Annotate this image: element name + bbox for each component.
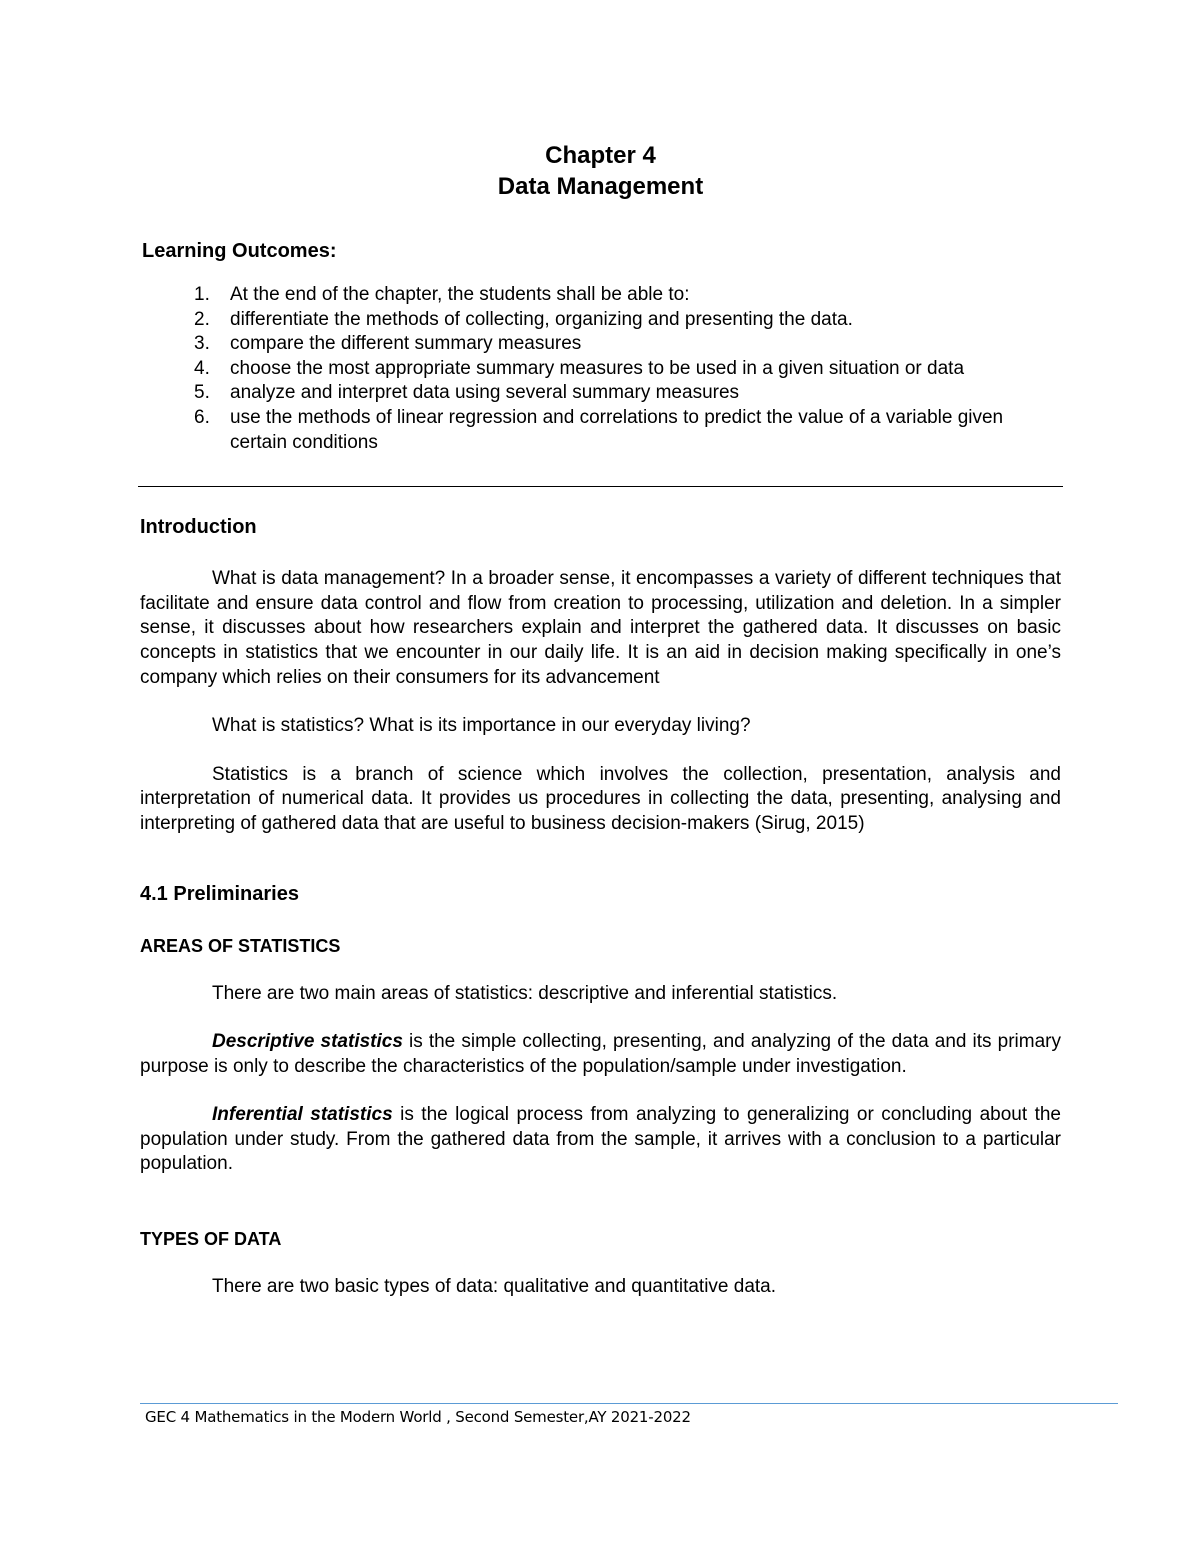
list-text: differentiate the methods of collecting, organizing and presenting the data. [230,308,853,330]
types-intro-paragraph: There are two basic types of data: qualitative and quantitative data. [212,1276,777,1298]
chapter-title: Data Management [497,173,704,200]
page-footer: GEC 4 Mathematics in the Modern World , Second Semester,AY 2021-2022 [145,1408,691,1426]
section-divider [138,486,1063,487]
inferential-statistics-term: Inferential statistics [212,1104,393,1126]
list-number: 5. [194,382,210,404]
inferential-statistics-paragraph [140,1103,1061,1177]
descriptive-statistics-paragraph [140,1030,1061,1079]
list-item [140,406,1061,455]
list-item [140,283,1061,308]
list-number: 4. [194,357,210,379]
list-number: 1. [194,284,210,305]
footer-divider [140,1403,1118,1404]
descriptive-statistics-term: Descriptive statistics [212,1031,403,1053]
intro-paragraph-3: Statistics is a branch of science which involves the collection, presentation, analysis and interpretation of numerical data. It provides us procedures in collecting the data, presenting, analysing and interpreting of gathered data that are useful to business decision-makers (Sirug, 2015) [140,763,1061,834]
areas-intro-paragraph: There are two main areas of statistics: descriptive and inferential statistics. [212,982,838,1004]
types-of-data-heading: TYPES OF DATA [140,1229,282,1250]
list-item [140,332,1061,357]
descriptive-statistics-definition: is the simple collecting, presenting, and analyzing of the data and its primary purpose is only to describe the characteristics of the population/sample under investigation. [140,1031,1061,1077]
intro-paragraph-1: What is data management? In a broader sense, it encompasses a variety of different techniques that facilitate and ensure data control and flow from creation to processing, utilization and deletion. In a simpler sense, it discusses about how researchers explain and interpret the gathered data. It discusses on basic concepts in statistics that we encounter in our daily life. It is an aid in decision making specifically in one’s company which relies on their consumers for its advancement [140,568,1061,688]
chapter-heading [140,140,1061,202]
list-item [140,381,1061,406]
list-number: 2. [194,308,210,330]
list-item [140,308,1061,333]
chapter-number: Chapter 4 [545,142,656,169]
list-item [140,357,1061,382]
preliminaries-heading: 4.1 Preliminaries [140,882,299,905]
areas-of-statistics-heading: AREAS OF STATISTICS [140,935,341,956]
list-text: compare the different summary measures [230,333,582,355]
list-text: choose the most appropriate summary measures to be used in a given situation or data [230,357,965,379]
list-text: analyze and interpret data using several summary measures [230,382,740,404]
intro-paragraph-2: What is statistics? What is its importance in our everyday living? [212,715,751,737]
list-number: 3. [194,333,210,355]
inferential-statistics-definition: is the logical process from analyzing to generalizing or concluding about the population under study. From the gathered data from the sample, it arrives with a conclusion to a particular population. [140,1104,1061,1175]
list-text: use the methods of linear regression and correlations to predict the value of a variable given certain conditions [230,406,1004,453]
learning-outcomes-heading: Learning Outcomes: [142,240,337,262]
learning-outcomes-list [140,283,1061,455]
list-number: 6. [194,406,210,428]
page-content [140,140,1061,1300]
list-text: At the end of the chapter, the students shall be able to: [230,284,690,305]
introduction-heading: Introduction [140,516,257,539]
